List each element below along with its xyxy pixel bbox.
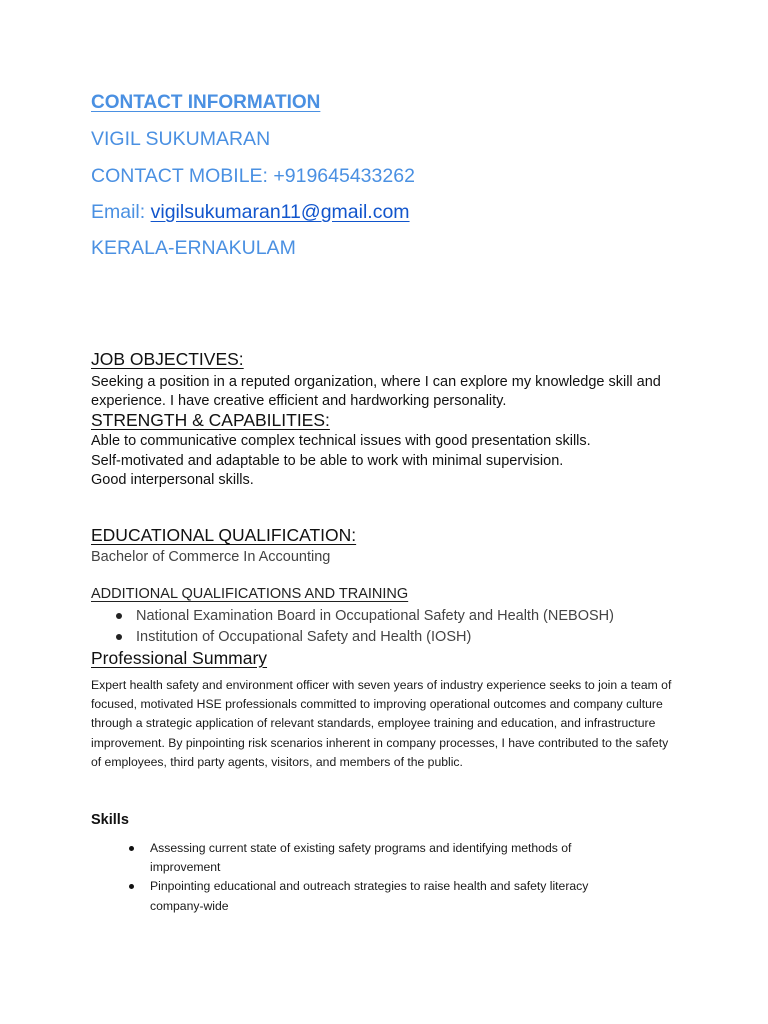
strength-line: Good interpersonal skills. xyxy=(91,472,254,488)
summary-text: Expert health safety and environment officer with seven years of industry experience seeks to join a team of focused, motivated HSE professionals committed to improving operational outcomes and company culture through a strategic application of relevant standards, employee training and education, and infrastructure improvement. By pinpointing risk scenarios inherent in company processes, I have contributed to the safety of employees, third party agents, visitors, and members of the public. xyxy=(91,678,672,769)
email-link[interactable]: vigilsukumaran11@gmail.com xyxy=(150,201,410,223)
additional-heading: ADDITIONAL QUALIFICATIONS AND TRAINING xyxy=(91,586,409,602)
education-heading: EDUCATIONAL QUALIFICATION: xyxy=(91,525,357,545)
skill-item: Assessing current state of existing safety programs and identifying methods of improvement xyxy=(150,841,572,875)
contact-name: VIGIL SUKUMARAN xyxy=(91,128,271,150)
bullet-icon xyxy=(116,613,122,619)
additional-list xyxy=(112,606,614,648)
strength-line: Self-motivated and adaptable to be able to work with minimal supervision. xyxy=(91,453,564,469)
job-objectives-text: Seeking a position in a reputed organization, where I can explore my knowledge skill and experience. I have creative efficient and hardworking personality. xyxy=(91,374,661,409)
list-item xyxy=(126,839,616,877)
bullet-icon xyxy=(129,846,134,851)
strength-heading: STRENGTH & CAPABILITIES: xyxy=(91,410,330,430)
job-objectives-heading: JOB OBJECTIVES: xyxy=(91,349,244,369)
bullet-icon xyxy=(116,634,122,640)
list-item xyxy=(112,627,614,648)
contact-location: KERALA-ERNAKULAM xyxy=(91,237,296,259)
additional-item: National Examination Board in Occupational Safety and Health (NEBOSH) xyxy=(136,608,614,624)
contact-email-line xyxy=(91,201,410,224)
bullet-icon xyxy=(129,884,134,889)
additional-item: Institution of Occupational Safety and Health (IOSH) xyxy=(136,629,472,645)
summary-heading: Professional Summary xyxy=(91,648,268,668)
skill-item: Pinpointing educational and outreach strategies to raise health and safety literacy company-wide xyxy=(150,879,589,913)
contact-mobile: CONTACT MOBILE: +919645433262 xyxy=(91,165,415,187)
email-label: Email: xyxy=(91,201,151,223)
strength-line: Able to communicative complex technical issues with good presentation skills. xyxy=(91,433,591,449)
education-degree: Bachelor of Commerce In Accounting xyxy=(91,549,331,565)
skills-list xyxy=(126,839,616,916)
skills-heading: Skills xyxy=(91,812,129,828)
list-item xyxy=(112,606,614,627)
contact-heading: CONTACT INFORMATION xyxy=(91,92,321,113)
list-item xyxy=(126,877,616,915)
